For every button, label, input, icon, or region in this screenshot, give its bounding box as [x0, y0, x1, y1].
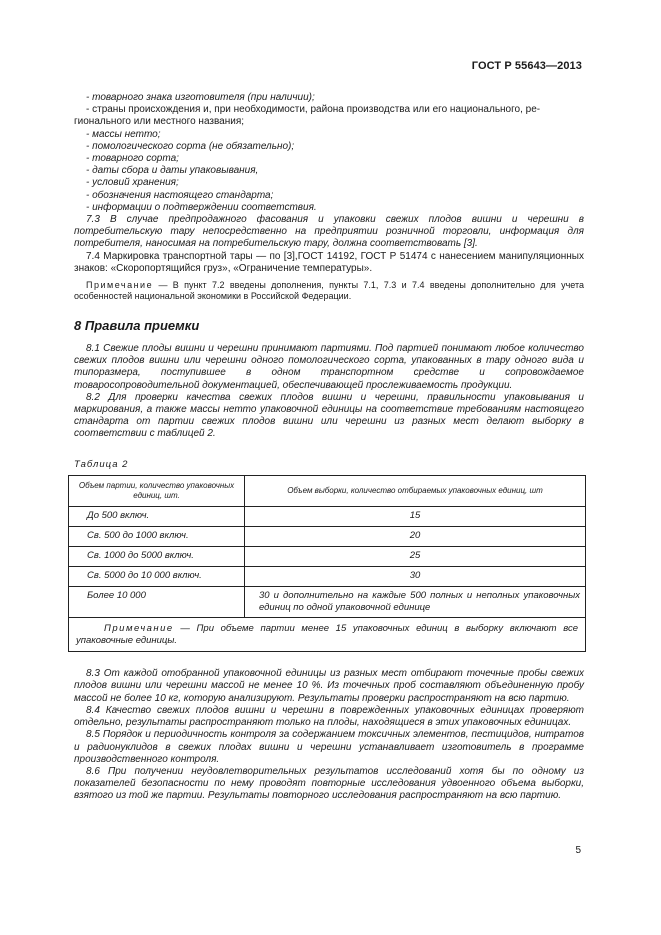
note-label: Примечание [86, 280, 154, 291]
table-cell-sample: 30 [245, 566, 586, 586]
list-item: - условий хранения; [86, 177, 179, 189]
list-item: - обозначения настоящего стандарта; [86, 189, 274, 201]
table-2 [68, 475, 586, 652]
list-item: - даты сбора и даты упаковывания, [86, 165, 259, 177]
table-header-cell: Объем выборки, количество отбираемых упаковочных единиц, шт [245, 475, 586, 506]
table-row [69, 586, 586, 617]
table-header-cell: Объем партии, количество упаковочных единиц, шт. [69, 475, 245, 506]
paragraph-8-6: 8.6 При получении неудовлетворительных результатов исследований хотя бы по одному из показателей безопасности по нему проводят повторные исследования удвоенного объема выборки, взятого из той же партии. Результаты повторного исследования распространяют на всю партию. [74, 765, 584, 802]
table-cell-sample: 25 [245, 546, 586, 566]
paragraph-7-4: 7.4 Маркировка транспортной тары — по [3],ГОСТ 14192, ГОСТ Р 51474 с нанесением манипуляционных знаков: «Скоропортящийся груз», «Ограничение температуры». [74, 250, 584, 274]
section-8-title: 8 Правила приемки [74, 318, 200, 334]
paragraph-8-4: 8.4 Качество свежих плодов вишни и черешни в поврежденных упаковочных единицах проверяют отдельно, результаты распространяют только на плоды, находящиеся в этих упаковочных единицах. [74, 704, 584, 729]
list-item: - товарного знака изготовителя (при наличии); [86, 92, 315, 103]
paragraph-8-3: 8.3 От каждой отобранной упаковочной единицы из разных мест отбирают точечные пробы свежих плодов вишни или черешни массой не менее 10 %. Из точечных проб составляют объединенную пробу массой не более 10 кг, которую анализируют. Результаты проверки распространяют на всю партию. [74, 668, 584, 704]
table-note-row [69, 618, 586, 652]
note-section-7 [74, 280, 584, 302]
table-row [69, 526, 586, 546]
table-cell-lot: Св. 1000 до 5000 включ. [69, 546, 245, 566]
table-note-label: Примечание [104, 623, 174, 635]
table-note [69, 618, 586, 652]
table-2-label: Таблица 2 [74, 458, 129, 470]
table-cell-lot: Более 10 000 [69, 586, 245, 617]
page-content [74, 92, 584, 803]
paragraph-8-5: 8.5 Порядок и периодичность контроля за содержанием токсичных элементов, пестицидов, нитратов и радионуклидов в свежих плодах вишни и черешни устанавливает изготовитель в программе производственного контроля. [74, 729, 584, 765]
table-cell-lot: Св. 5000 до 10 000 включ. [69, 566, 245, 586]
list-item: гионального или местного названия; [74, 116, 245, 128]
table-cell-lot: Св. 500 до 1000 включ. [69, 526, 245, 546]
list-item: - информации о подтверждении соответствия. [86, 201, 317, 213]
marking-list [74, 92, 584, 214]
table-cell-sample: 15 [245, 506, 586, 526]
document-id-header: ГОСТ Р 55643—2013 [471, 60, 582, 72]
list-item: - массы нетто; [86, 128, 161, 140]
paragraph-8-1: 8.1 Свежие плоды вишни и черешни принимают партиями. Под партией понимают любое количество свежих плодов вишни или черешни одного помологического сорта, упакованных в тару одного вида и типоразмера, поступившее в одном транспортном средстве и сопровождаемое товаросопроводительной документацией, обеспечивающей прослеживаемость продукции. [74, 343, 584, 391]
paragraph-8-2: 8.2 Для проверки качества свежих плодов вишни и черешни, правильности упаковывания и маркирования, а также массы нетто упаковочной единицы на соответствие требованиям настоящего стандарта от партии свежих плодов вишни или черешни из разных мест делают выборку в соответствии с таблицей 2. [74, 391, 584, 440]
table-cell-lot: До 500 включ. [69, 506, 245, 526]
table-cell-sample: 20 [245, 526, 586, 546]
page-number: 5 [575, 845, 581, 856]
table-note-text: — При объеме партии менее 15 упаковочных единиц в выборку включают все упаковочные единицы. [76, 623, 578, 647]
table-row [69, 506, 586, 526]
table-header-row [69, 475, 586, 506]
table-cell-sample: 30 и дополнительно на каждые 500 полных и неполных упаковочных единиц по одной упаковочной единице [245, 586, 586, 617]
note-text: — В пункт 7.2 введены дополнения, пункты 7.1, 7.3 и 7.4 введены дополнительно для учета особенностей национальной экономики в Российской Федерации. [74, 280, 584, 302]
table-row [69, 546, 586, 566]
list-item: - товарного сорта; [86, 153, 179, 165]
list-item: - помологического сорта (не обязательно); [86, 140, 295, 152]
table-row [69, 566, 586, 586]
paragraph-7-3: 7.3 В случае предпродажного фасования и упаковки свежих плодов вишни и черешни в потребительскую тару непосредственно на предприятии розничной торговли, информация для потребителя, наносимая на потребительскую тару, должна соответствовать [3]. [74, 214, 584, 250]
list-item: - страны происхождения и, при необходимости, района производства или его национального, ре- [86, 104, 541, 116]
